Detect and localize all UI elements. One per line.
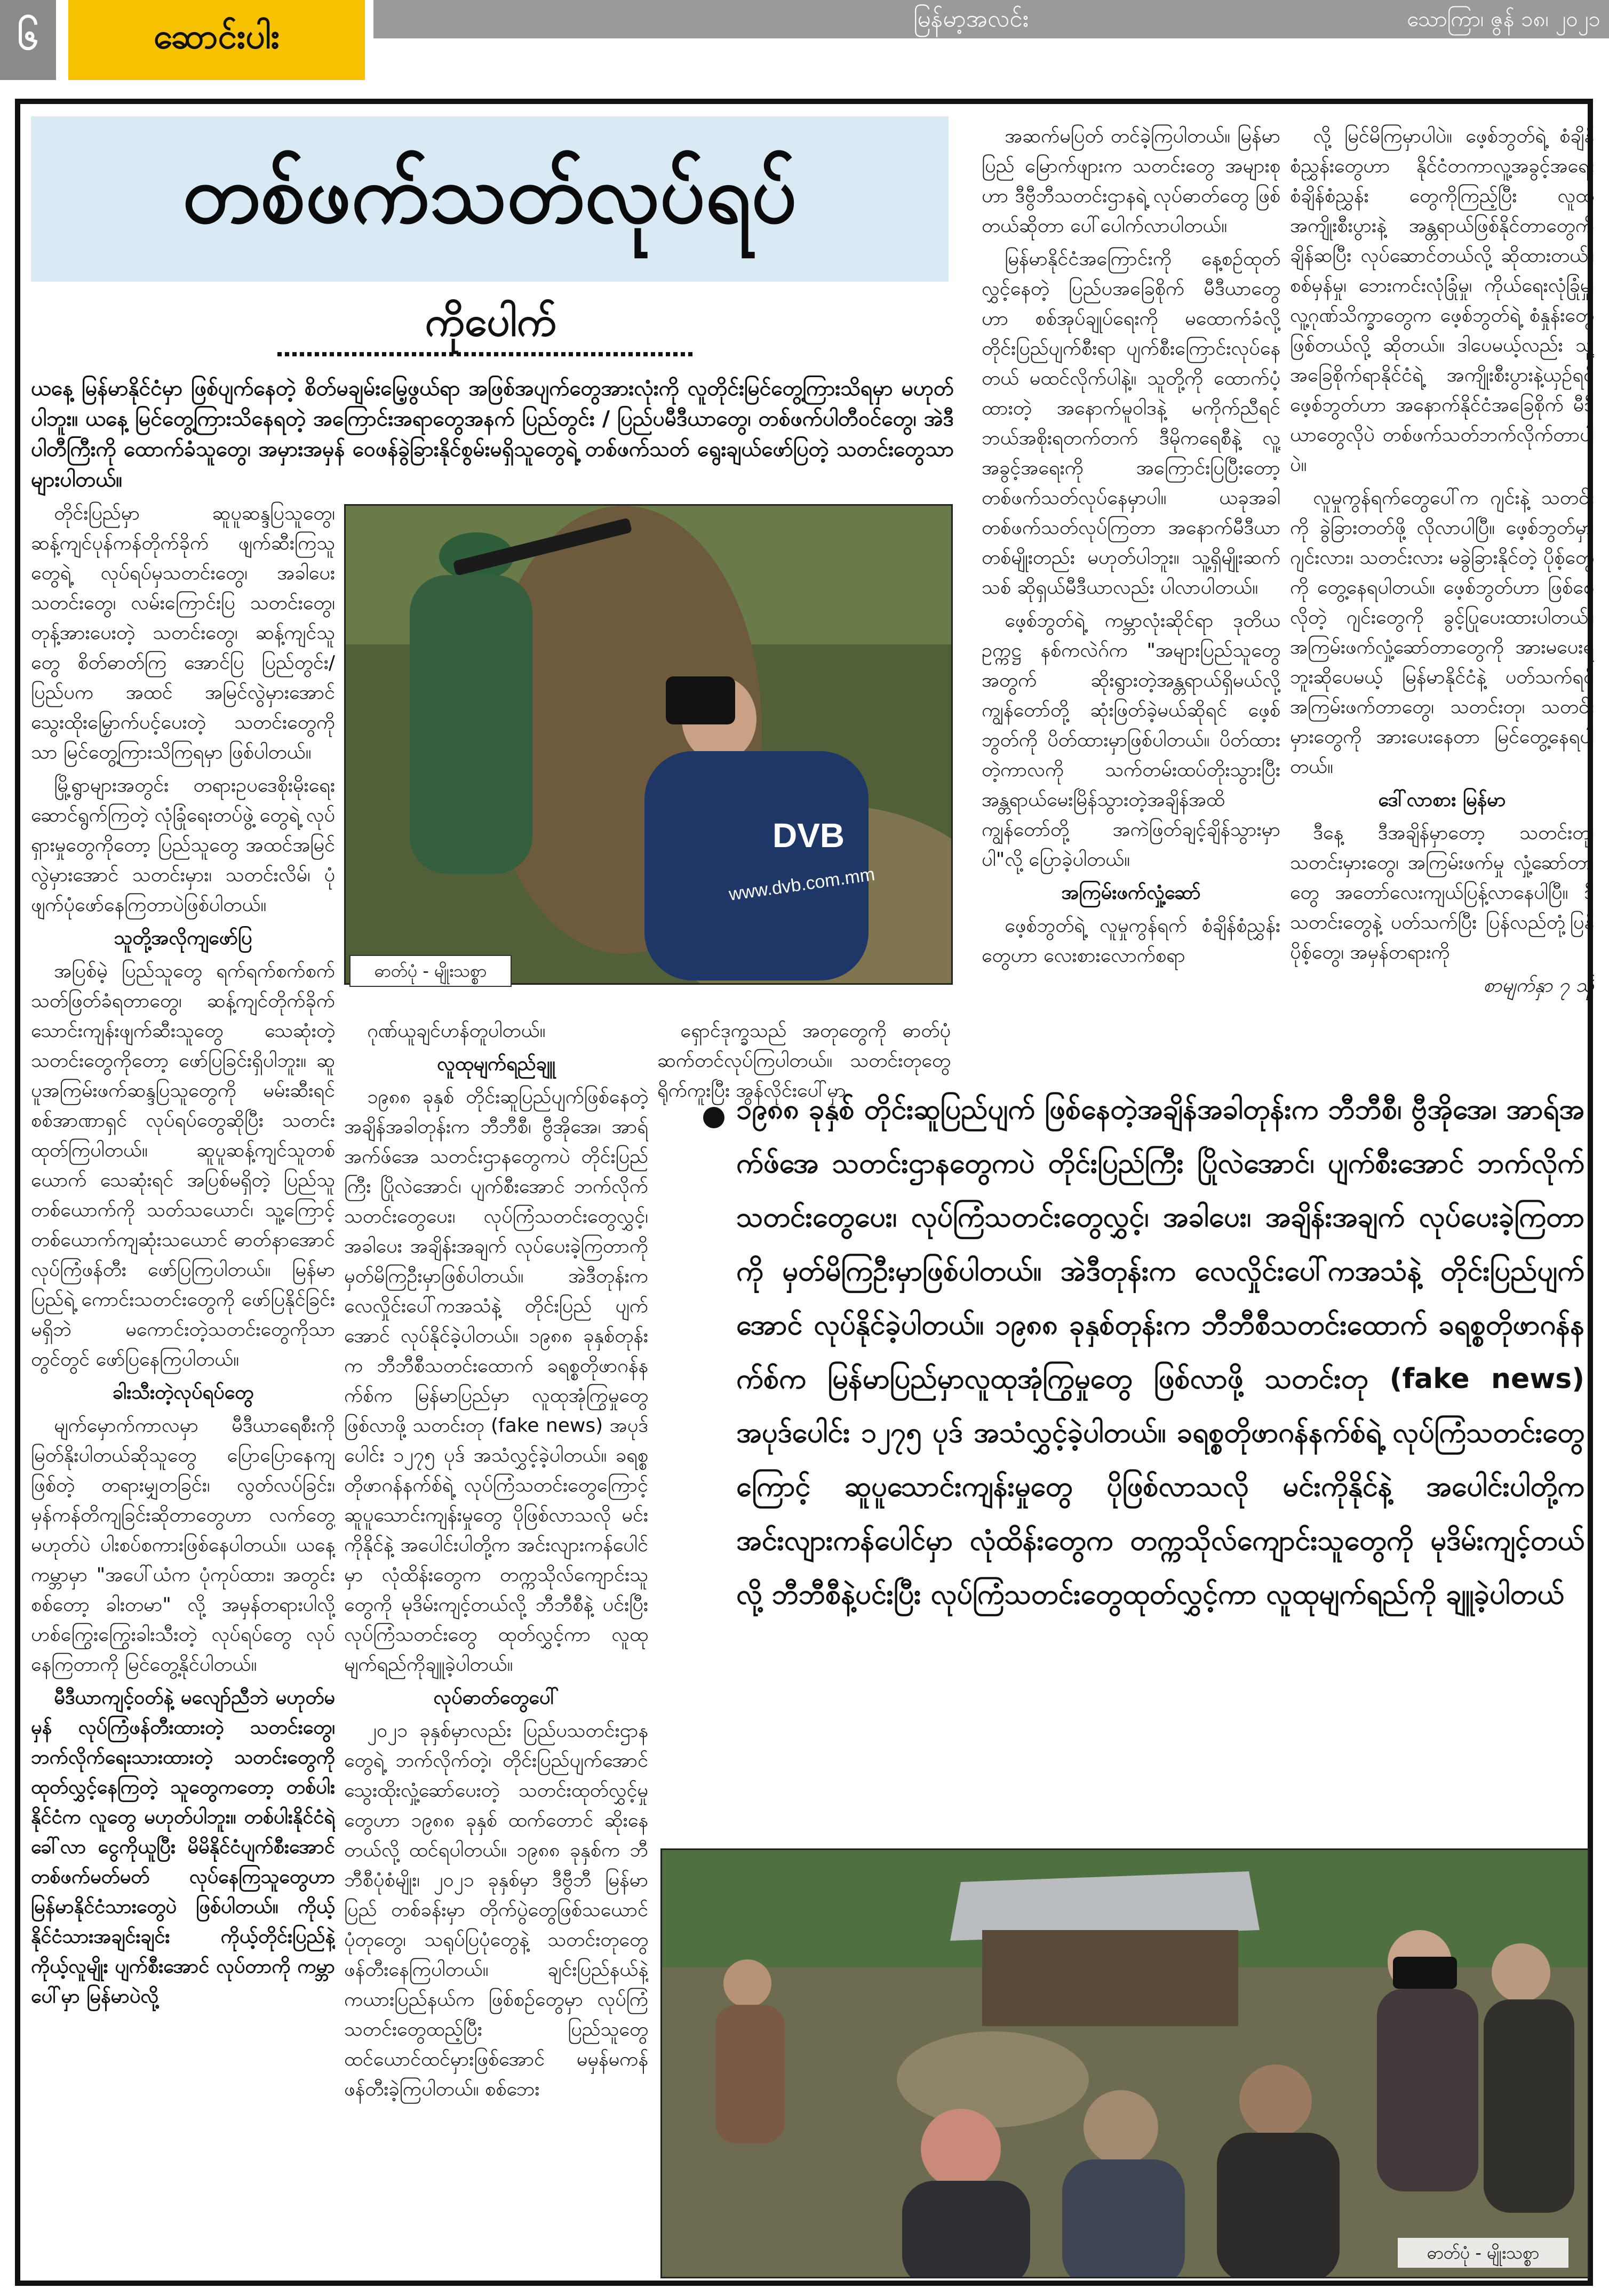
person-2 [921,2109,1001,2189]
person-3 [1084,2090,1158,2165]
shirt-url: www.dvb.com.mm [727,864,877,905]
person-6 [1492,1943,1550,2002]
photo-2-illustration [662,1850,1588,2277]
shirt-logo: DVB [772,816,845,855]
publication-name: မြန်မာ့အလင်း [913,5,1029,33]
body-paragraph: မြို့ရွာများအတွင်း တရားဥပဒေစိုးမိုးရေးဆောင်ရွက်ကြတဲ့ လုံခြုံရေးတပ်ဖွဲ့ တွေရဲ့ လုပ်ရှားမှုတွေကိုတော့ ပြည်သူတွေ အထင်အမြင်လွဲမှားအောင် သတင်းမှား၊ သတင်းလိမ်၊ ပုံဖျက်ပုံဖော်နေကြတာပဲဖြစ်ပါတယ်။ [31,775,335,916]
section-subhead: လူထုမျက်ရည်ချူ [437,1053,555,1075]
body-paragraph: ၁၉၈၈ ခုနှစ် တိုင်းဆူပြည်ပျက်ဖြစ်နေတဲ့အချိန်အခါတုန်းက ဘီဘီစီ၊ ဗွီအိုအေ၊ အာရ်အက်ဖ်အေ သတင်းဌာနတွေကပဲ တိုင်းပြည်ကြီး ပြိုလဲအောင်၊ ပျက်စီးအောင် ဘက်လိုက်သတင်းတွေပေး၊ လုပ်ကြံသတင်းတွေလွှင့်၊ အခါပေး အချိန်းအချက် လုပ်ပေးခဲ့ကြတာကို မှတ်မိကြဦးမှာဖြစ်ပါတယ်။ အဲဒီတုန်းက လေလှိုင်းပေါ်ကအသံနဲ့ တိုင်းပြည် ပျက်အောင် လုပ်နိုင်ခဲ့ပါတယ်။ ၁၉၈၈ ခုနှစ်တုန်းက ဘီဘီစီသတင်းထောက် ခရစ္စတိုဖာဂန်နက်စ်က မြန်မာပြည်မှာ လူထုအုံကြွမှုတွေဖြစ်လာဖို့ သတင်းတု (fake news) အပုဒ်ပေါင်း ၁၂၇၅ ပုဒ် အသံလွှင့်ခဲ့ပါတယ်။ ခရစ္စတိုဖာဂန်နက်စ်ရဲ့ လုပ်ကြံသတင်းတွေကြောင့် ဆူပူသောင်းကျန်းမှုတွေ ပိုဖြစ်လာသလို မင်းကိုနိုင်နဲ့ အပေါင်းပါတို့က အင်းလျားကန်ပေါင်မှာ လုံထိန်းတွေက တက္ကသိုလ်ကျောင်းသူတွေကို မုဒိမ်းကျင့်တယ်လို့ ဘီဘီစီနဲ့ ပင်းပြီး လုပ်ကြံသတင်းတွေ ထုတ်လွှင့်ကာ လူထုမျက်ရည်ကိုချူခဲ့ပါတယ်။ [344,1086,648,1676]
video-camera [666,676,735,724]
body-paragraph: လူမှုကွန်ရက်တွေပေါ်က ဂျင်းနဲ့ သတင်းကို ခွဲခြားတတ်ဖို့ လိုလာပါပြီ။ ဖေ့စ်ဘွတ်မှာ ဂျင်းလား၊ သတင်းလား မခွဲခြားနိုင်တဲ့ ပိုစ့်တွေကို တွေ့နေရပါတယ်။ ဖေ့စ်ဘွတ်ဟာ ဖြစ်စေလိုတဲ့ ဂျင်းတွေကို ခွင့်ပြုပေးထားပါတယ်။ အကြမ်းဖက်လှုံ့ဆော်တာတွေကို အားမပေးရဘူးဆိုပေမယ့် မြန်မာနိုင်ငံနဲ့ ပတ်သက်ရင် အကြမ်းဖက်တာတွေ၊ သတင်းတု၊ သတင်းမှားတွေကို အားပေးနေတာ မြင်တွေ့နေရပါတယ်။ [1290,487,1594,778]
photo-soldier-and-cameraman [344,504,953,985]
photo-1-caption: ဓာတ်ပုံ - မျိုးသစ္စာ [349,955,512,987]
publication-date: သောကြာ၊ ဇွန် ၁၈၊ ၂၀၂၁ [1407,7,1600,31]
photo-1-illustration [346,506,951,983]
body-column-4-top [1290,122,1594,1082]
person-4 [1239,2064,1312,2137]
photo-press-group [660,1848,1589,2278]
body-paragraph: လို့ မြင်မိကြမှာပါပဲ။ ဖေ့စ်ဘွတ်ရဲ့ စံချိန်စံညွှန်းတွေဟာ နိုင်ငံတကာလူ့အခွင့်အရေး စံချိန်စံညွှန်း တွေကိုကြည့်ပြီး လူထုအကျိုးစီးပွားနဲ့ အန္တရာယ်ဖြစ်နိုင်တာတွေကို ချိန်ဆပြီး လုပ်ဆောင်တယ်လို့ ဆိုထားတယ်။ စစ်မှန်မှု၊ ဘေးကင်းလုံခြုံမှု၊ ကိုယ်ရေးလုံခြုံမှု၊ လူ့ဂုဏ်သိက္ခာတွေက ဖေ့စ်ဘွတ်ရဲ့ စံနှုန်းတွေ ဖြစ်တယ်လို့ ဆိုတယ်။ ဒါပေမယ့်လည်း သူ့အခြေစိုက်ရာနိုင်ငံရဲ့ အကျိုးစီးပွားနဲ့ယှဉ်ရင် ဖေ့စ်ဘွတ်ဟာ အနောက်နိုင်ငံအခြေစိုက် မီဒီယာတွေလိုပဲ တစ်ဖက်သတ်ဘက်လိုက်တာပါပဲ။ [1290,125,1594,476]
body-paragraph: ဒီနေ့ ဒီအချိန်မှာတော့ သတင်းတု၊ သတင်းမှားတွေ၊ အကြမ်းဖက်မှု လှုံ့ဆော်တာတွေ အတော်လေးကျယ်ပြန့်လာနေပါပြီ။ ဒီသတင်းတွေနဲ့ ပတ်သက်ပြီး ပြန်လည်တုံ့ပြန်ပိုစ့်တွေ၊ အမှန်တရားကို [1290,822,1594,963]
body-paragraph: အပြစ်မဲ့ ပြည်သူတွေ ရက်ရက်စက်စက် သတ်ဖြတ်ခံရတာတွေ၊ ဆန့်ကျင်တိုက်ခိုက် သောင်းကျန်းဖျက်ဆီးသူတွေ သေဆုံးတဲ့သတင်းတွေကိုတော့ ဖော်ပြခြင်းရှိပါဘူး။ ဆူပူအကြမ်းဖက်ဆန္ဒပြသူတွေကို မမ်းဆီးရင် စစ်အာဏာရှင် လုပ်ရပ်တွေဆိုပြီး သတင်းထုတ်ကြပါတယ်။ ဆူပူဆန့်ကျင်သူတစ်ယောက် သေဆုံးရင် အပြစ်မရှိတဲ့ ပြည်သူတစ်ယောက်ကို သတ်သယောင်၊ သူ့ကြောင့်တစ်ယောက်ကျဆုံးသယောင် ဓာတ်နာအောင်လုပ်ကြံဖန်တီး ဖော်ပြကြပါတယ်။ မြန်မာပြည်ရဲ့ ကောင်းသတင်းတွေကို ဖော်ပြနိုင်ခြင်းမရှိဘဲ မကောင်းတဲ့သတင်းတွေကိုသာတွင်တွင် ဖော်ပြနေကြပါတယ်။ [31,960,335,1370]
body-paragraph: အဆက်မပြတ် တင်ခဲ့ကြပါတယ်။ မြန်မာပြည် မြောက်ဖျားက သတင်းတွေ အများစုဟာ ဒီဗွီဘီသတင်းဌာနရဲ့ လုပ်ဓာတ်တွေ ဖြစ်တယ်ဆိုတာ ပေါ်ပေါက်လာပါတယ်။ [982,125,1280,237]
byline-divider [277,352,694,356]
article-intro: ယနေ့ မြန်မာနိုင်ငံမှာ ဖြစ်ပျက်နေတဲ့ စိတ်မချမ်းမြေ့ဖွယ်ရာ အဖြစ်အပျက်တွေအားလုံးကို လူတိုင်းမြင်တွေ့ကြားသိရမှာ မဟုတ်ပါဘူး။ ယနေ့ မြင်တွေ့ကြားသိနေရတဲ့ အကြောင်းအရာတွေအနက် ပြည်တွင်း / ပြည်ပမီဒီယာတွေ၊ တစ်ဖက်ပါတီဝင်တွေ၊ အဲဒီ ပါတီကြီးကို ထောက်ခံသူတွေ၊ အမှားအမှန် ဝေဖန်ခွဲခြားနိုင်စွမ်းမရှိသူတွေရဲ့ တစ်ဖက်သတ် ရွေးချယ်ဖော်ပြတဲ့ သတင်းတွေသာ များပါတယ်။ [31,377,954,492]
body-paragraph: ဂုဏ်ယူချင်ဟန်တူပါတယ်။ [367,1020,546,1042]
shelter-wall [982,1930,1238,2026]
article-headline: တစ်ဖက်သတ်လုပ်ရပ် [182,148,797,241]
article-byline: ကိုပေါက် [425,298,557,345]
section-subhead: အကြမ်းဖက်လှုံ့ဆော် [1061,882,1201,904]
body-paragraph: ဖေ့စ်ဘွတ်ရဲ့ ကမ္ဘာလုံးဆိုင်ရာ ဒုတိယဥက္ကဋ္ဌ နစ်ကလဲဂ်က "အများပြည်သူတွေအတွက် ဆိုးရွားတဲ့အန္တရာယ်ရှိမယ်လို့ ကျွန်တော်တို့ ဆုံးဖြတ်ခဲ့မယ်ဆိုရင် ဖေ့စ်ဘွတ်ကို ပိတ်ထားမှာဖြစ်ပါတယ်။ ပိတ်ထားတဲ့ကာလကို သက်တမ်းထပ်တိုးသွားပြီး အန္တရာယ်မေးမြိန်သွားတဲ့အချိန်အထိ ကျွန်တော်တို့ အကဲဖြတ်ချင့်ချိန်သွားမှာပါ"လို့ ပြောခဲ့ပါတယ်။ [982,610,1280,871]
person-1 [723,1959,771,2007]
camera [1393,1957,1457,1989]
section-label: ဆောင်းပါး [68,0,365,80]
body-column-3-top [982,122,1280,1082]
soldier-figure [410,575,532,874]
body-paragraph: မြန်မာနိုင်ငံအကြောင်းကို နေ့စဉ်ထုတ်လွှင့်နေတဲ့ ပြည်ပအခြေစိုက် မီဒီယာတွေဟာ စစ်အုပ်ချုပ်ရေးကို မထောက်ခံလို့ တိုင်းပြည်ပျက်စီးရာ ပျက်စီးကြောင်းလုပ်နေတယ် မထင်လိုက်ပါနဲ့။ သူတို့ကို ထောက်ပံ့ထားတဲ့ အနောက်မူဝါဒနဲ့ မကိုက်ညီရင် ဘယ်အစိုးရတက်တက် ဒီမိုကရေစီနဲ့ လူ့အခွင့်အရေးကို အကြောင်းပြပြီးတော့ တစ်ဖက်သတ်လုပ်နေမှာပါ။ ယခုအခါ တစ်ဖက်သတ်လုပ်ကြတာ အနောက်မီဒီယာတစ်မျိုးတည်း မဟုတ်ပါဘူး။ သူ့ရှိမျိုးဆက်သစ် ဆိုရှယ်မီဒီယာလည်း ပါလာပါတယ်။ [982,248,1280,599]
body-paragraph: မီဒီယာကျင့်ဝတ်နဲ့ မလျော်ညီဘဲ မဟုတ်မမှန် လုပ်ကြံဖန်တီးထားတဲ့ သတင်းတွေ၊ ဘက်လိုက်ရေးသားထားတဲ့ သတင်းတွေကို ထုတ်လွှင့်နေကြတဲ့ သူတွေကတော့ တစ်ပါးနိုင်ငံက လူတွေ မဟုတ်ပါဘူး။ တစ်ပါးနိုင်ငံရဲ့ ခေါ်လာ ငွေကိုယူပြီး မိမိနိုင်ငံပျက်စီးအောင် တစ်ဖက်မတ်မတ် လုပ်နေကြသူတွေဟာ မြန်မာနိုင်ငံသားတွေပဲ ဖြစ်ပါတယ်။ ကိုယ့်နိုင်ငံသားအချင်းချင်း ကိုယ့်တိုင်းပြည်နဲ့ ကိုယ့်လူမျိုး ပျက်စီးအောင် လုပ်တာကို ကမ္ဘာပေါ်မှာ မြန်မာပဲလို့ [31,1687,335,2007]
body-paragraph: ၂၀၂၁ ခုနှစ်မှာလည်း ပြည်ပသတင်းဌာနတွေရဲ့ ဘက်လိုက်တဲ့၊ တိုင်းပြည်ပျက်အောင် သွေးထိုးလှုံ့ဆော်ပေးတဲ့ သတင်းထုတ်လွှင့်မှုတွေဟာ ၁၉၈၈ ခုနှစ် ထက်တောင် ဆိုးနေတယ်လို့ ထင်ရပါတယ်။ ၁၉၈၈ ခုနှစ်က ဘီဘီစီပုံစံမျိုး၊ ၂၀၂၁ ခုနှစ်မှာ ဒီဗွီဘီ မြန်မာပြည် တစ်ခန်းမှာ တိုက်ပွဲတွေဖြစ်သယောင် ပုံတုတွေ၊ သရုပ်ပြပုံတွေနဲ့ သတင်းတုတွေ ဖန်တီးနေကြပါတယ်။ ချင်းပြည်နယ်နဲ့ ကယားပြည်နယ်က ဖြစ်စဉ်တွေမှာ လုပ်ကြံသတင်းတွေထည့်ပြီး ပြည်သူတွေ ထင်ယောင်ထင်မှားဖြစ်အောင် မမှန်မကန် ဖန်တီးခဲ့ကြပါတယ်။ စစ်ဘေး [344,1720,648,2100]
page-number: ၆ [0,0,56,80]
body-paragraph: ရှောင်ဒုက္ခသည် အတုတွေကို ဓာတ်ပုံဆက်တင်လုပ်ကြပါတယ်။ သတင်းတုတွေရိုက်ကူးပြီး အွန်လိုင်းပေါ်မှာ [657,1020,951,1102]
section-subhead: လုပ်ဓာတ်တွေပေါ် [433,1687,559,1709]
pull-quote: ၁၉၈၈ ခုနှစ် တိုင်းဆူပြည်ပျက် ဖြစ်နေတဲ့အချိန်အခါတုန်းက ဘီဘီစီ၊ ဗွီအိုအေ၊ အာရ်အက်ဖ်အေ သတင်းဌာနတွေကပဲ တိုင်းပြည်ကြီး ပြိုလဲအောင်၊ ပျက်စီးအောင် ဘက်လိုက်သတင်းတွေပေး၊ လုပ်ကြံသတင်းတွေလွှင့်၊ အခါပေး၊ အချိန်းအချက် လုပ်ပေးခဲ့ကြတာကို မှတ်မိကြဦးမှာဖြစ်ပါတယ်။ အဲဒီတုန်းက လေလှိုင်းပေါ်ကအသံနဲ့ တိုင်းပြည်ပျက်အောင် လုပ်နိုင်ခဲ့ပါတယ်။ ၁၉၈၈ ခုနှစ်တုန်းက ဘီဘီစီသတင်းထောက် ခရစ္စတိုဖာဂန်နက်စ်က မြန်မာပြည်မှာလူထုအုံကြွမှုတွေ ဖြစ်လာဖို့ သတင်းတု (fake news) အပုဒ်ပေါင်း ၁၂၇၅ ပုဒ် အသံလွှင့်ခဲ့ပါတယ်။ ခရစ္စတိုဖာဂန်နက်စ်ရဲ့ လုပ်ကြံသတင်းတွေကြောင့် ဆူပူသောင်းကျန်းမှုတွေ ပိုဖြစ်လာသလို မင်းကိုနိုင်နဲ့ အပေါင်းပါတို့က အင်းလျားကန်ပေါင်မှာ လုံထိန်းတွေက တက္ကသိုလ်ကျောင်းသူတွေကို မုဒိမ်းကျင့်တယ်လို့ ဘီဘီစီနဲ့ပင်းပြီး လုပ်ကြံသတင်းတွေထုတ်လွှင့်ကာ လူထုမျက်ရည်ကို ချူခဲ့ပါတယ် [736,1094,1584,1611]
section-subhead: သူတို့အလိုကျဖော်ပြ [114,927,252,949]
photo-2-caption: ဓာတ်ပုံ - မျိုးသစ္စာ [1398,2238,1568,2268]
body-paragraph: တိုင်းပြည်မှာ ဆူပူဆန္ဒပြသူတွေ၊ ဆန့်ကျင်ပုန်ကန်တိုက်ခိုက် ဖျက်ဆီးကြသူတွေရဲ့ လုပ်ရပ်မှသတင်းတွေ၊ အခါပေးသတင်းတွေ၊ လမ်းကြောင်းပြ သတင်းတွေ၊ တုန့်အားပေးတဲ့ သတင်းတွေ၊ ဆန့်ကျင်သူတွေ စိတ်ဓာတ်ကြ အောင်ပြ ပြည်တွင်း/ ပြည်ပက အထင် အမြင်လွဲမှားအောင် သွေးထိုးမြှောက်ပင့်ပေးတဲ့ သတင်းတွေကိုသာ မြင်တွေ့ကြားသိကြရမှာ ဖြစ်ပါတယ်။ [31,503,335,763]
pull-quote-bullet [703,1107,724,1128]
cameraman-shirt [644,751,869,980]
body-column-2 [344,1016,648,2275]
body-paragraph: မျက်မှောက်ကာလမှာ မီဒီယာရေစီးကို မြတ်နိုးပါတယ်ဆိုသူတွေ ပြောပြောနေကျဖြစ်တဲ့ တရားမျှတခြင်း၊ လွတ်လပ်ခြင်း၊ မှန်ကန်တိကျခြင်းဆိုတာတွေဟာ လက်တွေ့ မဟုတ်ပဲ ပါးစပ်စကားဖြစ်နေပါတယ်။ ယနေ့ကမ္ဘာမှာ "အပေါ်ယံက ပုံကုပ်ထား၊ အတွင်းစစ်တော့ ခါးတမာ" လို့ အမှန်တရားပါလို့ ဟစ်ကြွေးကြွေးခါးသီးတဲ့ လုပ်ရပ်တွေ လုပ်နေကြတာကို မြင်တွေ့နိုင်ပါတယ်။ [31,1415,335,1676]
body-column-1 [31,499,335,2275]
section-subhead: ခါးသီးတဲ့လုပ်ရပ်တွေ [112,1382,254,1404]
section-subhead: ဒေါ်လာစား မြန်မာ [1378,789,1506,811]
body-paragraph: ဖေ့စ်ဘွတ်ရဲ့ လူမှုကွန်ရက် စံချိန်စံညွှန်းတွေဟာ လေးစားလောက်စရာ [982,915,1280,967]
continued-on-note: စာမျက်နှာ ၇ သို့ [1483,975,1594,996]
